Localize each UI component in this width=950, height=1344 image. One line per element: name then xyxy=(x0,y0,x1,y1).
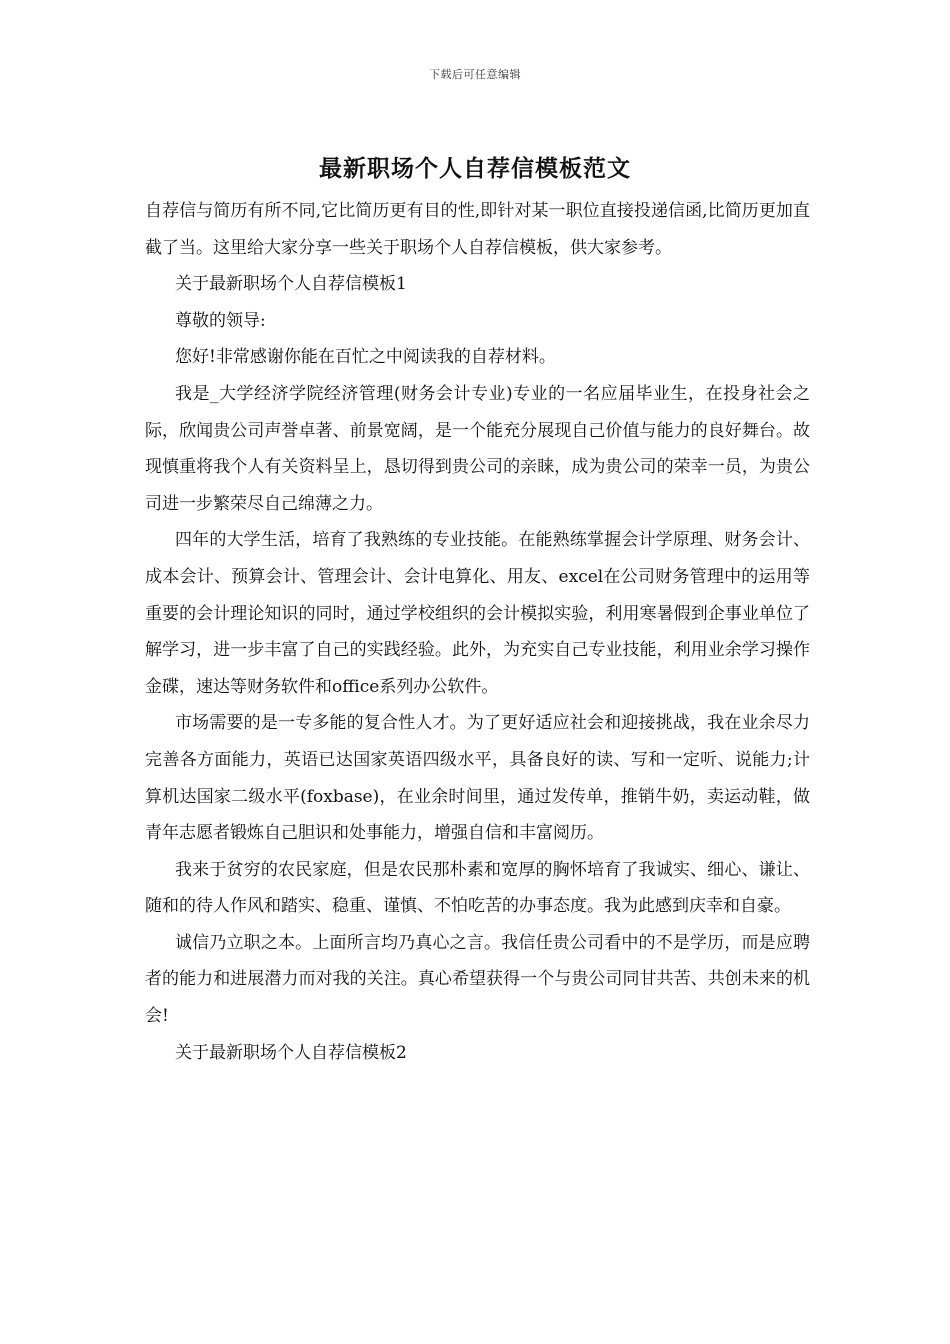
body-paragraph: 您好!非常感谢你能在百忙之中阅读我的自荐材料。 xyxy=(175,347,556,368)
body-paragraph: 四年的大学生活，培育了我熟练的专业技能。在能熟练掌握会计学原理、财务会计、成本会计、预算会计、管理会计、会计电算化、用友、excel在公司财务管理中的运用等重要的会计理论知识的同时，通过学校组织的会计模拟实验，利用寒暑假到企事业单位了解学习，进一步丰富了自己的实践经验。此外，为充实自己专业技能，利用业余学习操作金碟，速达等财务软件和office系列办公软件。 xyxy=(145,530,810,697)
body-paragraph: 我是_大学经济学院经济管理(财务会计专业)专业的一名应届毕业生，在投身社会之际，欣闻贵公司声誉卓著、前景宽阔，是一个能充分展现自己价值与能力的良好舞台。故现慎重将我个人有关资料呈上，恳切得到贵公司的亲睐，成为贵公司的荣幸一员，为贵公司进一步繁荣尽自己绵薄之力。 xyxy=(145,383,810,514)
body-paragraph: 市场需要的是一专多能的复合性人才。为了更好适应社会和迎接挑战，我在业余尽力完善各方面能力，英语已达国家英语四级水平，具备良好的读、写和一定听、说能力;计算机达国家二级水平(foxbase)，在业余时间里，通过发传单，推销牛奶，卖运动鞋，做青年志愿者锻炼自己胆识和处事能力，增强自信和丰富阅历。 xyxy=(145,713,810,844)
document-body xyxy=(145,193,810,1071)
body-paragraph: 关于最新职场个人自荐信模板1 xyxy=(175,274,407,295)
body-paragraph: 尊敬的领导: xyxy=(175,310,266,331)
body-paragraph: 我来于贫穷的农民家庭，但是农民那朴素和宽厚的胸怀培育了我诚实、细心、谦让、随和的待人作风和踏实、稳重、谨慎、不怕吃苦的办事态度。我为此感到庆幸和自豪。 xyxy=(145,859,810,917)
page-title: 最新职场个人自荐信模板范文 xyxy=(319,155,631,182)
header-note: 下载后可任意编辑 xyxy=(429,68,521,81)
body-paragraph: 关于最新职场个人自荐信模板2 xyxy=(175,1042,407,1063)
body-paragraph: 自荐信与简历有所不同,它比简历更有目的性,即针对某一职位直接投递信函,比简历更加直截了当。这里给大家分享一些关于职场个人自荐信模板，供大家参考。 xyxy=(145,201,810,258)
body-paragraph: 诚信乃立职之本。上面所言均乃真心之言。我信任贵公司看中的不是学历，而是应聘者的能力和进展潜力而对我的关注。真心希望获得一个与贵公司同甘共苦、共创未来的机会! xyxy=(145,932,810,1027)
